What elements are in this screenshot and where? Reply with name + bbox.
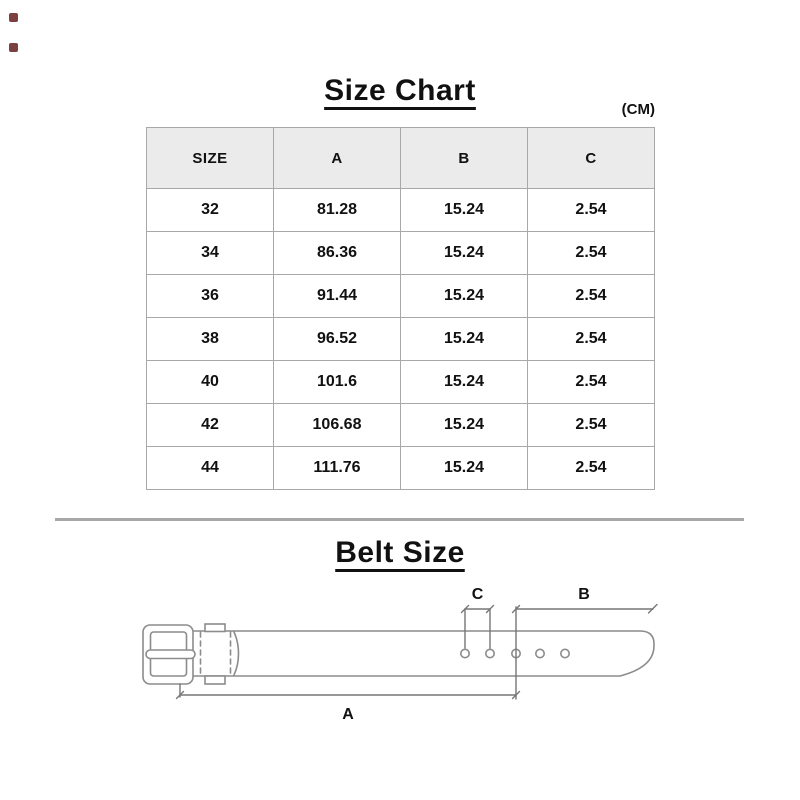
corner-artifact-mark <box>9 13 18 22</box>
header-cell-c: C <box>528 128 655 189</box>
belt-hole <box>561 649 569 657</box>
table-cell: 15.24 <box>401 189 528 232</box>
keeper-tab-top <box>205 624 225 632</box>
keeper-tab-bottom <box>205 676 225 684</box>
size-chart-title-text: Size Chart <box>324 74 476 107</box>
table-cell: 81.28 <box>274 189 401 232</box>
header-cell-size: SIZE <box>147 128 274 189</box>
table-cell: 2.54 <box>528 361 655 404</box>
table-cell: 15.24 <box>401 447 528 490</box>
unit-label-cm: (CM) <box>621 101 655 118</box>
dimension-label-c: C <box>471 586 484 603</box>
dimension-lines-group <box>177 605 658 700</box>
table-cell: 111.76 <box>274 447 401 490</box>
belt-hole <box>486 649 494 657</box>
belt-fold-arc <box>234 632 239 675</box>
table-header-row <box>147 128 655 189</box>
belt-size-title-text: Belt Size <box>335 536 465 569</box>
size-chart-table <box>146 127 655 490</box>
table-cell: 96.52 <box>274 318 401 361</box>
table-cell: 15.24 <box>401 275 528 318</box>
corner-artifact-mark <box>9 43 18 52</box>
table-cell: 91.44 <box>274 275 401 318</box>
dimension-label-a: A <box>342 706 354 723</box>
table-cell: 2.54 <box>528 404 655 447</box>
belt-hole <box>536 649 544 657</box>
table-row <box>147 447 655 490</box>
table-cell: 15.24 <box>401 318 528 361</box>
table-cell: 40 <box>147 361 274 404</box>
belt-outline-group <box>143 624 654 684</box>
table-cell: 36 <box>147 275 274 318</box>
table-row <box>147 361 655 404</box>
table-cell: 15.24 <box>401 404 528 447</box>
section-divider <box>55 518 744 521</box>
table-row <box>147 275 655 318</box>
table-cell: 2.54 <box>528 447 655 490</box>
table-cell: 32 <box>147 189 274 232</box>
belt-diagram <box>0 580 800 750</box>
table-cell: 2.54 <box>528 189 655 232</box>
table-row <box>147 404 655 447</box>
table-cell: 101.6 <box>274 361 401 404</box>
table-cell: 106.68 <box>274 404 401 447</box>
table-cell: 2.54 <box>528 275 655 318</box>
table-cell: 15.24 <box>401 361 528 404</box>
table-cell: 2.54 <box>528 318 655 361</box>
table-cell: 34 <box>147 232 274 275</box>
belt-hole <box>461 649 469 657</box>
table-row <box>147 232 655 275</box>
table-cell: 15.24 <box>401 232 528 275</box>
belt-strap <box>192 631 654 676</box>
table-cell: 86.36 <box>274 232 401 275</box>
belt-size-title <box>0 536 800 570</box>
table-cell: 42 <box>147 404 274 447</box>
header-cell-a: A <box>274 128 401 189</box>
table-cell: 2.54 <box>528 232 655 275</box>
buckle-prong <box>146 650 195 659</box>
dimension-label-b: B <box>578 586 590 603</box>
header-cell-b: B <box>401 128 528 189</box>
table-row <box>147 189 655 232</box>
table-cell: 38 <box>147 318 274 361</box>
table-row <box>147 318 655 361</box>
table-cell: 44 <box>147 447 274 490</box>
